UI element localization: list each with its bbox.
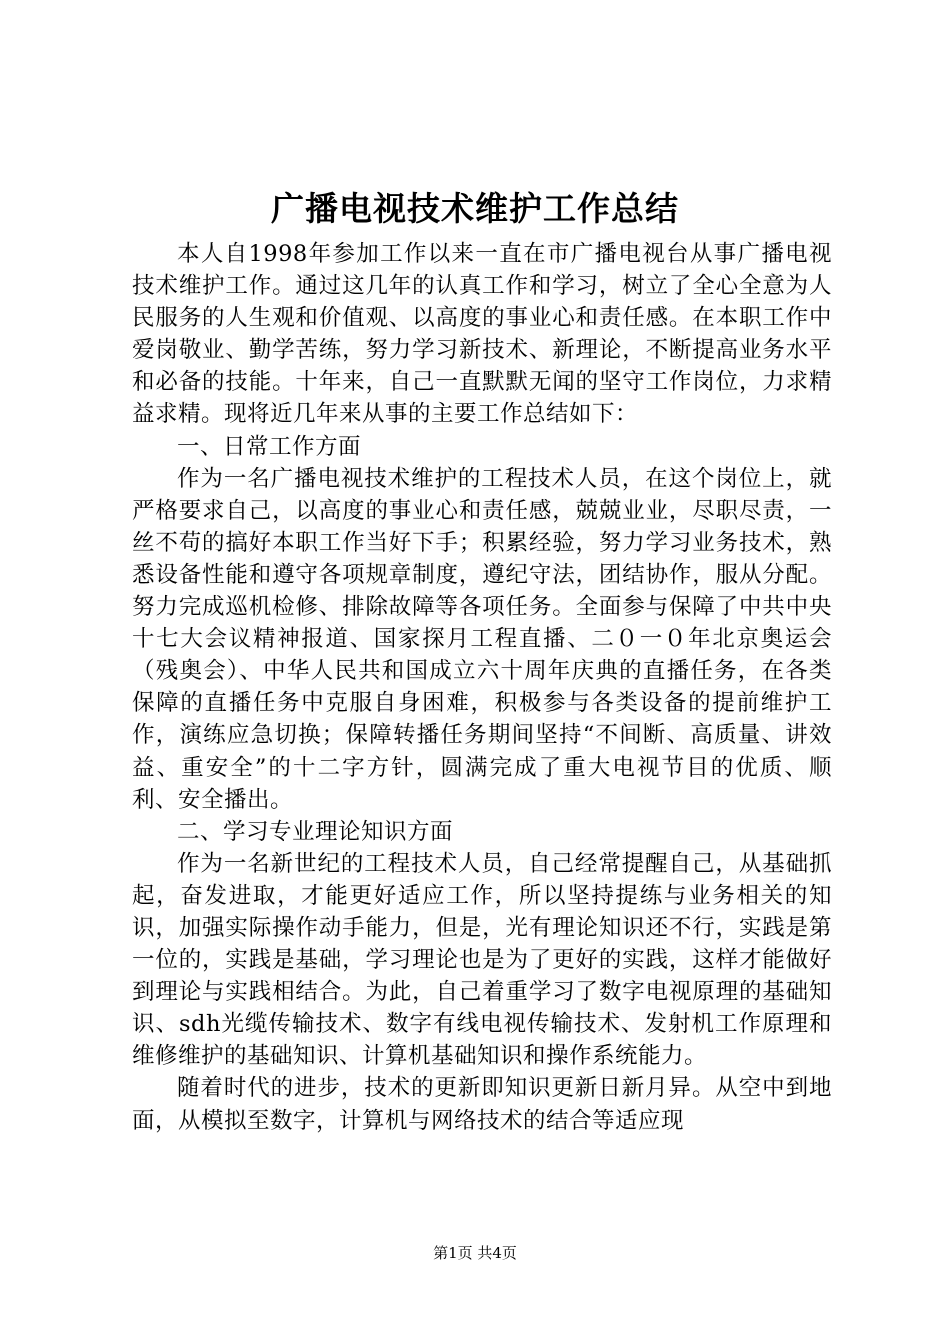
page-footer: 第1页 共4页 — [433, 1244, 517, 1262]
document-title: 广播电视技术维护工作总结 — [271, 189, 679, 228]
section-heading-daily-work: 一、日常工作方面 — [177, 433, 362, 460]
paragraph-intro: 本人自1998年参加工作以来一直在市广播电视台从事广播电视技术维护工作。通过这几年的认真工作和学习，树立了全心全意为人民服务的人生观和价值观、以高度的事业心和责任感。在本职工作中爱岗敬业、勤学苦练，努力学习新技术、新理论，不断提高业务水平和必备的技能。十年来，自己一直默默无闻的坚守工作岗位，力求精益求精。现将近几年来从事的主要工作总结如下： — [132, 241, 832, 428]
paragraph-daily-work: 作为一名广播电视技术维护的工程技术人员，在这个岗位上，就严格要求自己，以高度的事业心和责任感，兢兢业业，尽职尽责，一丝不苟的搞好本职工作当好下手；积累经验，努力学习业务技术，熟悉设备性能和遵守各项规章制度，遵纪守法，团结协作，服从分配。努力完成巡机检修、排除故障等各项任务。全面参与保障了中共中央十七大会议精神报道、国家探月工程直播、二０一０年北京奥运会（残奥会）、中华人民共和国成立六十周年庆典的直播任务，在各类保障的直播任务中克服自身困难，积极参与各类设备的提前维护工作，演练应急切换；保障转播任务期间坚持“不间断、高质量、讲效益、重安全”的十二字方针，圆满完成了重大电视节目的优质、顺利、安全播出。 — [132, 465, 832, 813]
paragraph-theory-study: 作为一名新世纪的工程技术人员，自己经常提醒自己，从基础抓起，奋发进取，才能更好适应工作，所以坚持提练与业务相关的知识，加强实际操作动手能力，但是，光有理论知识还不行，实践是第一位的，实践是基础，学习理论也是为了更好的实践，这样才能做好到理论与实践相结合。为此，自己着重学习了数字电视原理的基础知识、sdh光缆传输技术、数字有线电视传输技术、发射机工作原理和维修维护的基础知识、计算机基础知识和操作系统能力。 — [132, 850, 832, 1070]
document-body — [132, 238, 832, 1137]
section-heading-theory-study: 二、学习专业理论知识方面 — [177, 818, 454, 845]
paragraph-progress: 随着时代的进步，技术的更新即知识更新日新月异。从空中到地面，从模拟至数字，计算机与网络技术的结合等适应现 — [132, 1075, 832, 1134]
